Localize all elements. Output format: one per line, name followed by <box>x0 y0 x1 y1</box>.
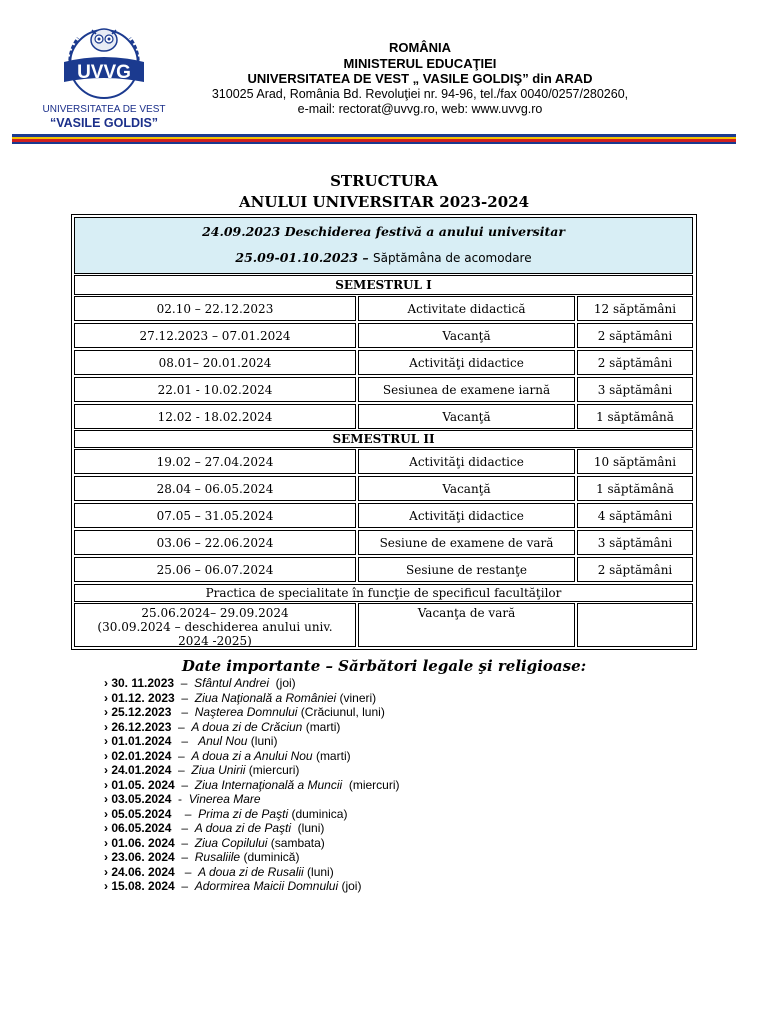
holiday-name: Ziua Copilului <box>194 835 268 850</box>
holiday-name: Ziua Internaţională a Muncii <box>194 777 343 792</box>
table-cell-activity: Activităţi didactice <box>358 449 575 474</box>
list-item <box>104 763 400 778</box>
holiday-date: › 05.05.2024 <box>104 806 172 821</box>
holiday-note: (marti) <box>302 719 341 734</box>
list-item <box>104 821 400 836</box>
holiday-note: (miercuri) <box>342 777 400 792</box>
holiday-date: › 01.06. 2024 <box>104 835 175 850</box>
holiday-date: › 02.01.2024 <box>104 748 172 763</box>
list-item <box>104 720 400 735</box>
table-cell-period: 08.01– 20.01.2024 <box>74 350 356 375</box>
table-cell-activity: Sesiune de restanţe <box>358 557 575 582</box>
table-cell-duration: 3 săptămâni <box>577 530 693 555</box>
ministry: MINISTERUL EDUCAŢIEI <box>343 55 497 71</box>
table-cell-period: 22.01 - 10.02.2024 <box>74 377 356 402</box>
letterhead <box>190 40 650 118</box>
table-cell-activity: Sesiunea de examene iarnă <box>358 377 575 402</box>
table-cell-period: 07.05 – 31.05.2024 <box>74 503 356 528</box>
holiday-date: › 01.01.2024 <box>104 734 172 748</box>
holiday-note: (marti) <box>312 748 351 763</box>
table-cell-period: 27.12.2023 – 07.01.2024 <box>74 323 356 348</box>
list-item <box>104 705 400 720</box>
table-cell-period: 02.10 – 22.12.2023 <box>74 296 356 321</box>
holiday-name: Sfântul Andrei <box>194 676 270 690</box>
table-cell-activity: Activităţi didactice <box>358 503 575 528</box>
table-cell-duration: 1 săptămână <box>577 476 693 501</box>
document-title: STRUCTURA <box>330 172 438 190</box>
table-cell-period: 19.02 – 27.04.2024 <box>74 449 356 474</box>
list-item <box>104 836 400 851</box>
holiday-date: › 03.05.2024 <box>104 792 172 806</box>
holiday-separator: – <box>171 806 199 821</box>
list-item <box>104 691 400 706</box>
holiday-note: (Crăciunul, luni) <box>297 705 385 719</box>
contact: e-mail: rectorat@uvvg.ro, web: www.uvvg.ro <box>297 102 543 116</box>
list-item <box>104 676 400 691</box>
table-cell-duration: 2 săptămâni <box>577 557 693 582</box>
holiday-separator: – <box>171 705 195 719</box>
tricolor-divider <box>12 134 736 144</box>
table-cell-duration: 2 săptămâni <box>577 323 693 348</box>
opening-banner <box>74 217 693 274</box>
logo-subtitle: UNIVERSITATEA DE VEST <box>42 104 166 115</box>
table-cell-duration: 4 săptămâni <box>577 503 693 528</box>
holiday-separator: – <box>171 719 192 734</box>
holiday-separator: – <box>174 777 195 792</box>
holiday-note: (joi) <box>338 879 362 893</box>
holiday-separator: – <box>171 748 192 763</box>
holiday-name: Vinerea Mare <box>188 792 261 806</box>
table-cell-duration <box>577 603 693 647</box>
university-name: UNIVERSITATEA DE VEST „ VASILE GOLDIŞ” din ARAD <box>247 71 593 86</box>
holiday-note: (luni) <box>291 821 325 835</box>
accommodation-week: 25.09-01.10.2023 – Săptămâna de acomodare <box>235 250 532 265</box>
holiday-name: A doua zi de Crăciun <box>191 719 303 734</box>
table-cell-activity: Activităţi didactice <box>358 350 575 375</box>
holiday-note: (vineri) <box>336 690 377 705</box>
table-cell-duration: 2 săptămâni <box>577 350 693 375</box>
table-cell-period <box>74 603 356 647</box>
table-cell-duration: 1 săptămână <box>577 404 693 429</box>
holidays-title: Date importante – Sărbători legale şi religioase: <box>181 657 587 675</box>
holiday-note: (sambata) <box>267 835 325 850</box>
svg-text:UVVG: UVVG <box>77 62 131 83</box>
list-item <box>104 850 400 865</box>
holiday-date: › 15.08. 2024 <box>104 879 175 893</box>
holiday-name: Rusaliile <box>194 850 241 864</box>
table-cell-activity: Vacanţă <box>358 323 575 348</box>
list-item <box>104 865 400 880</box>
holiday-separator: – <box>174 690 195 705</box>
holiday-separator: – <box>174 879 195 893</box>
table-cell-activity: Vacanţă <box>358 476 575 501</box>
holidays-list <box>104 676 400 894</box>
holiday-separator: – <box>171 763 192 777</box>
opening-ceremony: 24.09.2023 Deschiderea festivă a anului universitar <box>202 224 565 239</box>
owl-crest-icon <box>34 18 174 104</box>
table-cell-activity: Vacanţa de vară <box>358 603 575 647</box>
logo-name: “VASILE GOLDIS” <box>49 116 159 130</box>
document-subtitle: ANULUI UNIVERSITAR 2023-2024 <box>238 193 530 211</box>
table-cell-duration: 3 săptămâni <box>577 377 693 402</box>
summer-period-note-end: 2024 -2025) <box>178 634 252 648</box>
holiday-name: Naşterea Domnului <box>194 705 298 719</box>
table-cell-duration: 10 săptămâni <box>577 449 693 474</box>
list-item <box>104 778 400 793</box>
holiday-separator: – <box>174 835 195 850</box>
holiday-date: › 30. 11.2023 <box>104 676 175 690</box>
holiday-name: Prima zi de Paşti <box>198 806 289 821</box>
holiday-date: › 01.12. 2023 <box>104 690 175 705</box>
table-cell-period: 28.04 – 06.05.2024 <box>74 476 356 501</box>
holiday-note: (luni) <box>247 734 278 748</box>
holiday-date: › 01.05. 2024 <box>104 777 175 792</box>
holiday-date: › 06.05.2024 <box>104 821 172 835</box>
list-item <box>104 749 400 764</box>
university-logo <box>34 18 174 134</box>
holiday-separator: – <box>174 850 195 864</box>
practice-note: Practica de specialitate în funcţie de specificul facultăţilor <box>74 584 693 602</box>
country: ROMÂNIA <box>388 40 452 55</box>
holiday-note: (joi) <box>269 676 296 690</box>
summer-period-note: (30.09.2024 – deschiderea anului univ. <box>97 620 333 634</box>
table-cell-duration: 12 săptămâni <box>577 296 693 321</box>
holiday-name: Adormirea Maicii Domnului <box>194 879 339 893</box>
holiday-date: › 23.06. 2024 <box>104 850 175 864</box>
academic-year-table <box>71 214 697 650</box>
holiday-note: (duminica) <box>288 806 348 821</box>
holiday-name: A doua zi de Rusalii <box>198 864 304 879</box>
holiday-separator: – <box>174 864 199 879</box>
list-item <box>104 792 400 807</box>
address: 310025 Arad, România Bd. Revoluţiei nr. 94-96, tel./fax 0040/0257/280260, <box>211 86 629 101</box>
summer-period: 25.06.2024– 29.09.2024 <box>141 606 289 620</box>
holiday-name: Ziua Naţională a României <box>194 690 337 705</box>
holiday-separator: – <box>174 676 195 690</box>
list-item <box>104 734 400 749</box>
table-cell-activity: Vacanţă <box>358 404 575 429</box>
holiday-date: › 26.12.2023 <box>104 719 172 734</box>
holiday-separator: - <box>171 792 189 806</box>
table-cell-period: 03.06 – 22.06.2024 <box>74 530 356 555</box>
holiday-note: (duminică) <box>240 850 300 864</box>
semester-1-title: SEMESTRUL I <box>74 275 693 295</box>
holiday-name: Ziua Unirii <box>191 763 246 777</box>
table-cell-activity: Activitate didactică <box>358 296 575 321</box>
holiday-note: (miercuri) <box>245 763 300 777</box>
holiday-separator: – <box>171 821 195 835</box>
holiday-separator: – <box>171 734 199 748</box>
holiday-name: A doua zi a Anului Nou <box>191 748 313 763</box>
holiday-note: (luni) <box>303 864 334 879</box>
holiday-name: Anul Nou <box>198 734 248 748</box>
table-cell-period: 25.06 – 06.07.2024 <box>74 557 356 582</box>
list-item <box>104 879 400 894</box>
table-cell-period: 12.02 - 18.02.2024 <box>74 404 356 429</box>
semester-2-title: SEMESTRUL II <box>74 430 693 448</box>
holiday-name: A doua zi de Paşti <box>194 821 292 835</box>
holiday-date: › 24.06. 2024 <box>104 864 175 879</box>
list-item <box>104 807 400 822</box>
holiday-date: › 25.12.2023 <box>104 705 172 719</box>
table-cell-activity: Sesiune de examene de vară <box>358 530 575 555</box>
holiday-date: › 24.01.2024 <box>104 763 172 777</box>
